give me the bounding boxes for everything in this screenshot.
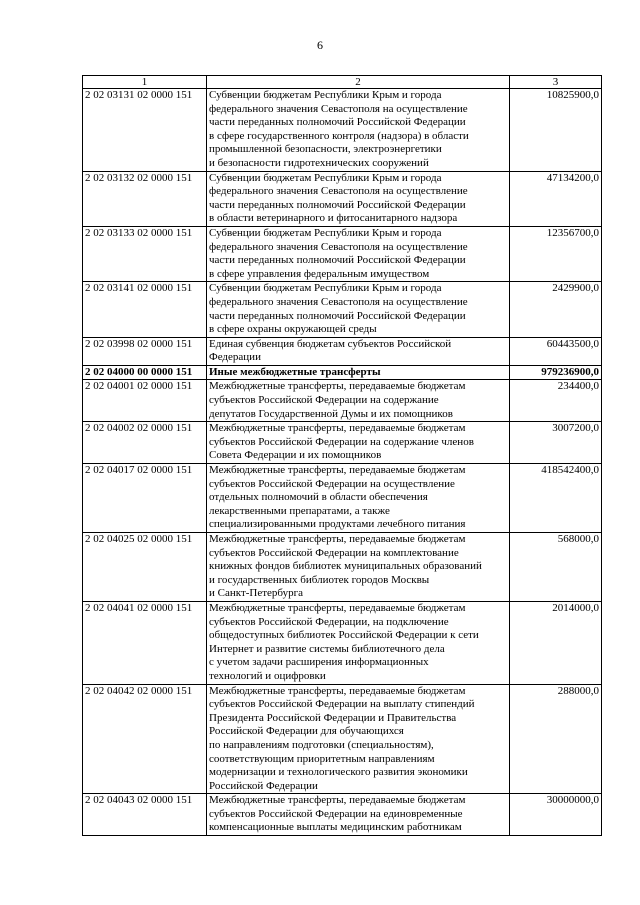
description-line: в области ветеринарного и фитосанитарного надзора	[209, 212, 458, 225]
page-number: 6	[317, 38, 323, 52]
table-row	[83, 171, 602, 226]
description-cell	[207, 226, 510, 281]
description-line: компенсационные выплаты медицинским работникам	[209, 821, 462, 834]
description-cell	[207, 464, 510, 533]
description-line: федерального значения Севастополя на осуществление	[209, 240, 468, 253]
budget-code-cell: 2 02 03132 02 0000 151	[83, 171, 207, 226]
description-line: Субвенции бюджетам Республики Крым и города	[209, 89, 442, 101]
amount-cell: 2429900,0	[510, 282, 602, 337]
description-line: Межбюджетные трансферты, передаваемые бюджетам	[209, 422, 466, 435]
description-line: в сфере государственного контроля (надзора) в области	[209, 129, 469, 142]
amount-cell: 30000000,0	[510, 794, 602, 836]
table-row	[83, 464, 602, 533]
budget-code-cell: 2 02 04043 02 0000 151	[83, 794, 207, 836]
table-row	[83, 794, 602, 836]
table-row	[83, 422, 602, 464]
description-line: субъектов Российской Федерации на единовременные	[209, 807, 463, 820]
description-line: федерального значения Севастополя на осуществление	[209, 295, 468, 308]
description-line: Иные межбюджетные трансферты	[209, 365, 381, 378]
table-row	[83, 282, 602, 337]
amount-cell: 288000,0	[510, 684, 602, 794]
table-header-row	[83, 76, 602, 89]
description-line: в сфере охраны окружающей среды	[209, 323, 377, 336]
description-line: Межбюджетные трансферты, передаваемые бюджетам	[209, 380, 466, 393]
description-line: части переданных полномочий Российской Федерации	[209, 198, 466, 211]
description-line: Межбюджетные трансферты, передаваемые бюджетам	[209, 533, 466, 545]
description-line: Российской Федерации	[209, 779, 318, 792]
description-line: субъектов Российской Федерации на выплату стипендий	[209, 698, 475, 711]
header-column-amount: 3	[510, 76, 602, 89]
description-line: лекарственными препаратами, а также	[209, 504, 390, 517]
table-row	[83, 365, 602, 380]
description-line: и государственных библиотек городов Москвы	[209, 573, 430, 586]
amount-cell: 12356700,0	[510, 226, 602, 281]
description-line: Межбюджетные трансферты, передаваемые бюджетам	[209, 794, 466, 807]
description-line: Интернет и развитие системы библиотечного дела	[209, 642, 445, 655]
description-cell	[207, 533, 510, 602]
budget-code-cell: 2 02 03998 02 0000 151	[83, 337, 207, 365]
description-cell	[207, 380, 510, 422]
description-line: субъектов Российской Федерации на содержание	[209, 394, 439, 407]
description-line: в сфере управления федеральным имуществом	[209, 267, 430, 280]
budget-code-cell: 2 02 03131 02 0000 151	[83, 89, 207, 172]
table-row	[83, 226, 602, 281]
amount-cell: 60443500,0	[510, 337, 602, 365]
table-row	[83, 601, 602, 684]
description-cell	[207, 337, 510, 365]
description-line: части переданных полномочий Российской Федерации	[209, 309, 466, 322]
budget-code-cell: 2 02 04000 00 0000 151	[83, 365, 207, 380]
description-line: части переданных полномочий Российской Федерации	[209, 254, 466, 267]
table-row	[83, 337, 602, 365]
description-line: отдельных полномочий в области обеспечения	[209, 491, 428, 504]
header-column-name: 2	[207, 76, 510, 89]
amount-cell: 979236900,0	[510, 365, 602, 380]
description-line: Межбюджетные трансферты, передаваемые бюджетам	[209, 464, 466, 477]
table-row	[83, 684, 602, 794]
table-body	[83, 89, 602, 836]
description-cell	[207, 171, 510, 226]
description-cell	[207, 601, 510, 684]
description-line: и Санкт-Петербурга	[209, 587, 303, 600]
budget-code-cell: 2 02 03133 02 0000 151	[83, 226, 207, 281]
budget-code-cell: 2 02 04041 02 0000 151	[83, 601, 207, 684]
description-line: общедоступных библиотек Российской Федерации к сети	[209, 629, 479, 642]
description-cell	[207, 365, 510, 380]
budget-code-cell: 2 02 04002 02 0000 151	[83, 422, 207, 464]
description-line: по направлениям подготовки (специальностям),	[209, 738, 434, 751]
description-line: книжных фондов библиотек муниципальных образований	[209, 560, 482, 573]
description-line: промышленной безопасности, электроэнергетики	[209, 143, 442, 156]
budget-code-cell: 2 02 04017 02 0000 151	[83, 464, 207, 533]
description-cell	[207, 282, 510, 337]
description-line: Совета Федерации и их помощников	[209, 449, 382, 462]
table-row	[83, 89, 602, 172]
header-column-code: 1	[83, 76, 207, 89]
amount-cell: 47134200,0	[510, 171, 602, 226]
amount-cell: 10825900,0	[510, 89, 602, 172]
description-line: Единая субвенция бюджетам субъектов Российской	[209, 337, 452, 350]
description-cell	[207, 422, 510, 464]
description-line: субъектов Российской Федерации на комплектование	[209, 546, 459, 559]
description-line: Федерации	[209, 351, 261, 364]
table-row	[83, 533, 602, 602]
description-line: Субвенции бюджетам Республики Крым и города	[209, 282, 442, 295]
description-line: Межбюджетные трансферты, передаваемые бюджетам	[209, 601, 466, 614]
amount-cell: 568000,0	[510, 533, 602, 602]
amount-cell: 418542400,0	[510, 464, 602, 533]
amount-cell: 234400,0	[510, 380, 602, 422]
description-line: депутатов Государственной Думы и их помощников	[209, 407, 453, 420]
description-line: Президента Российской Федерации и Правительства	[209, 711, 457, 724]
table-row	[83, 380, 602, 422]
description-line: субъектов Российской Федерации на содержание членов	[209, 435, 474, 448]
description-line: федерального значения Севастополя на осуществление	[209, 102, 468, 115]
amount-cell: 3007200,0	[510, 422, 602, 464]
amount-cell: 2014000,0	[510, 601, 602, 684]
description-line: специализированными продуктами лечебного питания	[209, 518, 466, 531]
description-line: Субвенции бюджетам Республики Крым и города	[209, 171, 442, 184]
budget-code-cell: 2 02 04001 02 0000 151	[83, 380, 207, 422]
description-cell	[207, 794, 510, 836]
description-line: Субвенции бюджетам Республики Крым и города	[209, 226, 442, 239]
budget-table	[82, 75, 602, 836]
description-line: Российской Федерации для обучающихся	[209, 725, 404, 738]
description-line: части переданных полномочий Российской Федерации	[209, 116, 466, 129]
description-line: с учетом задачи расширения информационных	[209, 656, 429, 669]
budget-code-cell: 2 02 03141 02 0000 151	[83, 282, 207, 337]
description-line: Межбюджетные трансферты, передаваемые бюджетам	[209, 684, 466, 697]
description-line: модернизации и технологического развития экономики	[209, 766, 468, 779]
description-line: федерального значения Севастополя на осуществление	[209, 185, 468, 198]
description-line: субъектов Российской Федерации, на подключение	[209, 615, 449, 628]
budget-code-cell: 2 02 04025 02 0000 151	[83, 533, 207, 602]
description-cell	[207, 89, 510, 172]
description-cell	[207, 684, 510, 794]
description-line: и безопасности гидротехнических сооружений	[209, 156, 429, 169]
description-line: технологий и оцифровки	[209, 669, 326, 682]
description-line: субъектов Российской Федерации на осуществление	[209, 477, 455, 490]
budget-code-cell: 2 02 04042 02 0000 151	[83, 684, 207, 794]
description-line: соответствующим приоритетным направлениям	[209, 752, 435, 765]
